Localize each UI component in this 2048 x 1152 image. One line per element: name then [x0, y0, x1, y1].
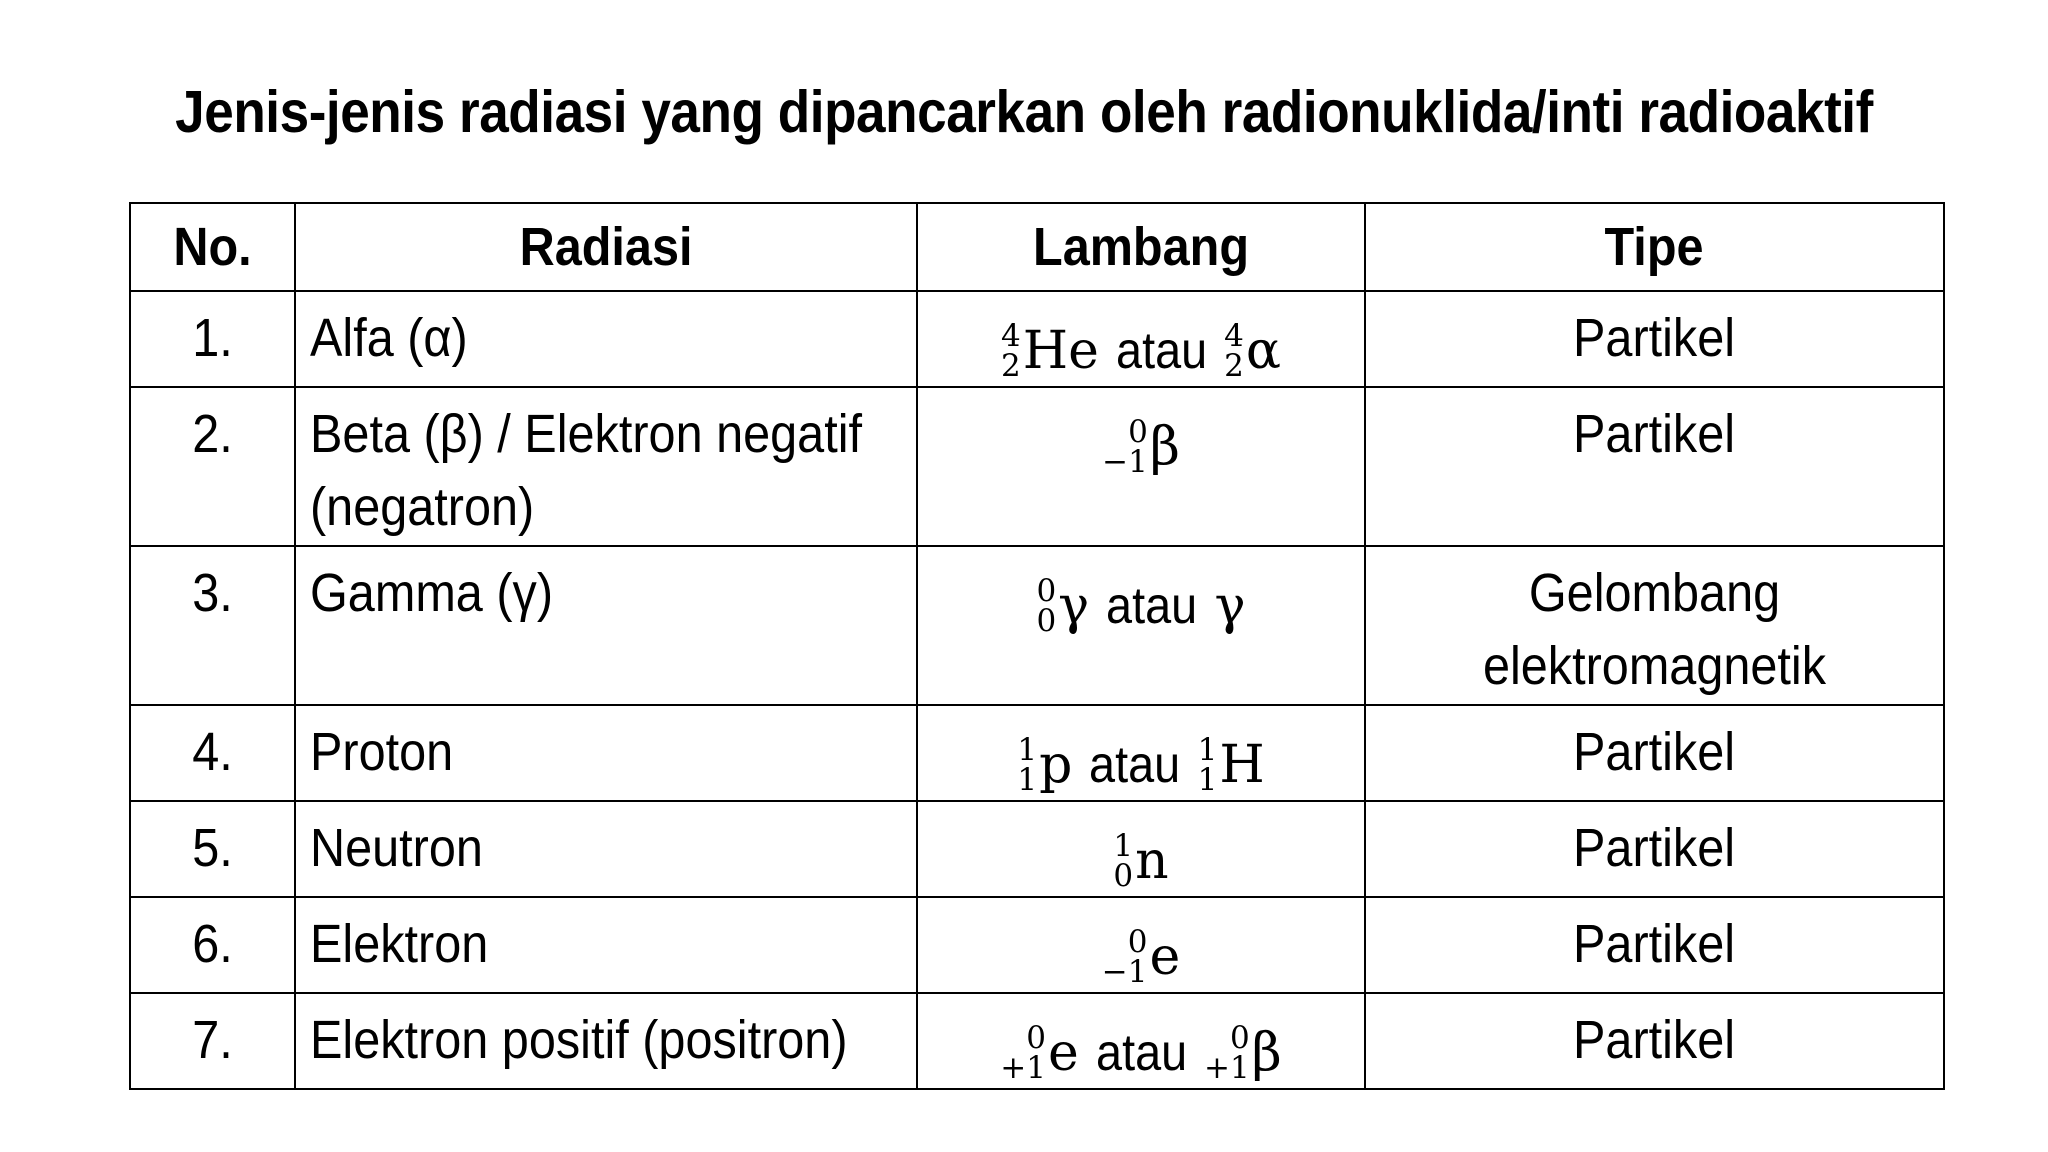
atomic-number: +1: [1203, 1050, 1250, 1087]
atau-connector: atau: [1095, 1024, 1187, 1083]
cell-text: Partikel: [1573, 914, 1736, 975]
cell-text: Elektron positif (positron): [310, 1010, 848, 1071]
element-symbol: e: [1149, 927, 1181, 988]
mass-number: 0: [1229, 1020, 1250, 1057]
cell-text: Partikel: [1573, 818, 1736, 879]
mass-number: 0: [1036, 573, 1057, 610]
atomic-number: 1: [1197, 762, 1218, 799]
table-row: [130, 546, 1944, 705]
cell-tipe: [1365, 705, 1944, 801]
cell-no: [130, 705, 295, 801]
cell-radiasi: [295, 546, 917, 705]
cell-radiasi: [295, 897, 917, 993]
cell-no: [130, 993, 295, 1089]
cell-no: [130, 897, 295, 993]
cell-text: Elektron: [310, 914, 489, 975]
cell-text: 7.: [192, 1010, 233, 1071]
nuclide-symbol: [1102, 412, 1180, 482]
nuclide-symbol: [1204, 1018, 1282, 1088]
cell-tipe: [1365, 897, 1944, 993]
atomic-number: 0: [1113, 858, 1134, 895]
cell-lambang: [917, 705, 1365, 801]
cell-text: Gelombang elektromagnetik: [1482, 563, 1827, 696]
atomic-number: −1: [1101, 954, 1148, 991]
table-header-row: [130, 203, 1944, 291]
mass-number: 4: [1224, 318, 1244, 354]
atomic-number: −1: [1102, 444, 1148, 481]
nuclide-symbol: [1198, 730, 1265, 800]
nuclide-symbol: [1017, 730, 1072, 800]
atau-connector: atau: [1106, 577, 1198, 635]
mass-number: 0: [1026, 1020, 1046, 1057]
atomic-number: 1: [1017, 762, 1038, 799]
cell-tipe: [1365, 801, 1944, 897]
cell-radiasi: [295, 291, 917, 387]
cell-lambang: [917, 546, 1365, 705]
element-symbol: H: [1219, 735, 1265, 795]
atomic-number: +1: [1000, 1050, 1046, 1087]
cell-tipe: [1365, 546, 1944, 705]
cell-text: Neutron: [310, 818, 483, 879]
header-tipe: Tipe: [1365, 203, 1944, 291]
element-symbol: β: [1251, 1023, 1282, 1084]
header-radiasi: Radiasi: [295, 203, 917, 291]
nuclide-symbol: [1000, 1018, 1078, 1088]
atomic-number: 0: [1036, 603, 1057, 640]
header-no: No.: [130, 203, 295, 291]
mass-number: 1: [1017, 732, 1038, 769]
element-symbol: n: [1135, 831, 1169, 892]
atau-connector: atau: [1089, 736, 1181, 794]
cell-text: Partikel: [1573, 722, 1736, 783]
cell-lambang: [917, 387, 1365, 546]
mass-number: 4: [1001, 318, 1021, 354]
table-row: [130, 705, 1944, 801]
cell-no: [130, 387, 295, 546]
cell-text: 1.: [192, 308, 233, 368]
cell-lambang: [917, 897, 1365, 993]
element-symbol: He: [1022, 320, 1099, 381]
atau-connector: atau: [1115, 321, 1208, 380]
cell-text: Partikel: [1573, 404, 1736, 465]
table-row: [130, 993, 1944, 1089]
nuclide-symbol: [1102, 922, 1180, 992]
cell-no: [130, 801, 295, 897]
radiation-table: [129, 202, 1945, 1090]
table-row: [130, 801, 1944, 897]
table-row: [130, 897, 1944, 993]
cell-text: 4.: [192, 722, 233, 783]
nuclide-symbol: [1214, 571, 1245, 641]
cell-text: Alfa (α): [310, 308, 468, 368]
nuclide-symbol: [1224, 316, 1281, 386]
cell-radiasi: [295, 705, 917, 801]
cell-text: 5.: [192, 818, 233, 879]
cell-no: [130, 291, 295, 387]
cell-text: Proton: [310, 722, 454, 783]
nuclide-symbol: [1036, 571, 1089, 641]
table-row: [130, 291, 1944, 387]
header-lambang: Lambang: [917, 203, 1365, 291]
cell-text: 3.: [192, 563, 233, 624]
element-symbol: β: [1149, 417, 1180, 477]
cell-text: Beta (β) / Elektron negatif (negatron): [310, 404, 863, 537]
mass-number: 1: [1113, 828, 1134, 865]
cell-radiasi: [295, 387, 917, 546]
cell-lambang: [917, 993, 1365, 1089]
mass-number: 0: [1127, 924, 1148, 961]
cell-radiasi: [295, 801, 917, 897]
atomic-number: 2: [1001, 348, 1021, 384]
mass-number: 1: [1197, 732, 1218, 769]
cell-text: Partikel: [1573, 308, 1736, 368]
atomic-number: 2: [1224, 348, 1244, 384]
page-title: Jenis-jenis radiasi yang dipancarkan oleh radionuklida/inti radioaktif: [175, 79, 1873, 145]
element-symbol: e: [1047, 1023, 1079, 1084]
cell-text: Partikel: [1573, 1010, 1736, 1071]
table-row: [130, 387, 1944, 546]
cell-text: 2.: [192, 404, 233, 465]
cell-tipe: [1365, 993, 1944, 1089]
cell-lambang: [917, 801, 1365, 897]
cell-lambang: [917, 291, 1365, 387]
cell-text: 6.: [192, 914, 233, 975]
cell-radiasi: [295, 993, 917, 1089]
cell-tipe: [1365, 387, 1944, 546]
cell-tipe: [1365, 291, 1944, 387]
element-symbol: p: [1039, 735, 1073, 795]
element-symbol: α: [1245, 320, 1281, 381]
nuclide-symbol: [1001, 316, 1099, 386]
mass-number: 0: [1128, 414, 1148, 451]
nuclide-symbol: [1113, 826, 1168, 896]
cell-text: Gamma (γ): [310, 563, 553, 624]
cell-no: [130, 546, 295, 705]
element-symbol: γ: [1058, 576, 1090, 636]
element-symbol: γ: [1214, 576, 1246, 636]
